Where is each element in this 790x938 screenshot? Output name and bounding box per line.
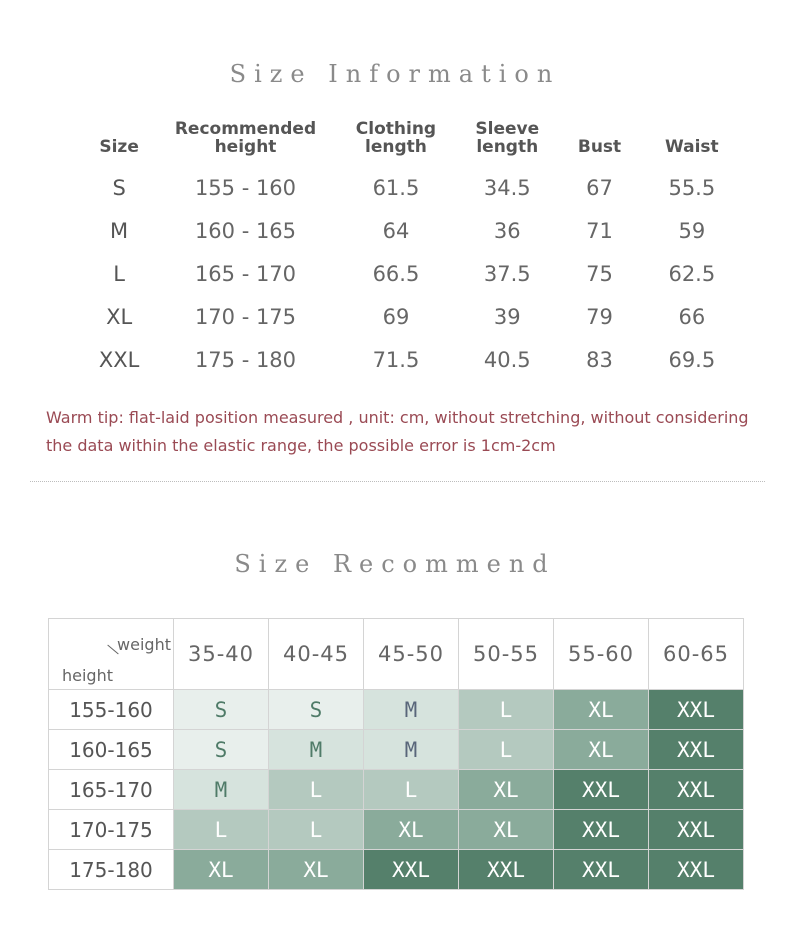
recommended-size-cell: L <box>174 810 269 850</box>
recommend-header-row <box>49 619 744 690</box>
size-recommend-table <box>48 618 744 890</box>
size-value: 83 <box>586 347 613 372</box>
recommend-row <box>49 850 744 890</box>
height-label: 170-175 <box>49 810 174 850</box>
size-value: 61.5 <box>372 175 420 200</box>
recommended-size-cell: XXL <box>554 850 649 890</box>
size-value: 170 - 175 <box>194 304 297 329</box>
recommended-size-cell: XXL <box>649 810 744 850</box>
size-recommend-title: Size Recommend <box>234 550 556 578</box>
header-waist: Waist <box>664 137 719 157</box>
size-value: 67 <box>586 175 613 200</box>
recommended-size-cell: XL <box>459 810 554 850</box>
recommended-size-cell: XXL <box>649 850 744 890</box>
recommended-size-cell: S <box>269 690 364 730</box>
size-value: 55.5 <box>668 175 716 200</box>
recommended-size-cell: XXL <box>649 730 744 770</box>
size-value: 69 <box>382 304 410 329</box>
size-information-title: Size Information <box>229 60 561 88</box>
size-value: 62.5 <box>668 261 716 286</box>
recommended-size-cell: XL <box>554 730 649 770</box>
size-table-header-row <box>78 120 738 166</box>
recommended-size-cell: L <box>459 690 554 730</box>
weight-header: 60-65 <box>649 619 744 690</box>
size-information-table <box>78 120 738 381</box>
size-value: 71.5 <box>372 347 420 372</box>
recommended-size-cell: M <box>364 690 459 730</box>
recommended-size-cell: M <box>174 770 269 810</box>
size-value: 175 - 180 <box>194 347 297 372</box>
recommended-size-cell: XL <box>269 850 364 890</box>
recommended-size-cell: L <box>459 730 554 770</box>
size-row <box>78 252 738 295</box>
recommended-size-cell: L <box>269 770 364 810</box>
size-value: 69.5 <box>668 347 716 372</box>
size-label: L <box>113 261 125 286</box>
size-value: 66 <box>678 304 706 329</box>
weight-header: 50-55 <box>459 619 554 690</box>
size-value: 165 - 170 <box>194 261 297 286</box>
recommend-row <box>49 730 744 770</box>
size-value: 40.5 <box>483 347 531 372</box>
weight-header: 45-50 <box>364 619 459 690</box>
height-label: 155-160 <box>49 690 174 730</box>
recommended-size-cell: M <box>269 730 364 770</box>
recommended-size-cell: XXL <box>459 850 554 890</box>
warm-tip-line-2: the data within the elastic range, the possible error is 1cm-2cm <box>46 436 556 455</box>
recommended-size-cell: L <box>269 810 364 850</box>
header-size: Size <box>99 137 139 157</box>
recommended-size-cell: XXL <box>554 770 649 810</box>
size-value: 160 - 165 <box>194 218 297 243</box>
recommend-row <box>49 690 744 730</box>
corner-weight-label: weight <box>117 635 171 654</box>
size-label: XL <box>106 304 133 329</box>
size-value: 59 <box>678 218 706 243</box>
size-label: XXL <box>98 347 140 372</box>
size-value: 155 - 160 <box>194 175 297 200</box>
recommended-size-cell: XL <box>459 770 554 810</box>
header-bust: Bust <box>577 137 622 157</box>
warm-tip <box>46 404 766 460</box>
dotted-divider <box>30 481 765 482</box>
size-value: 39 <box>493 304 521 329</box>
recommended-size-cell: XXL <box>649 690 744 730</box>
recommend-row <box>49 810 744 850</box>
size-value: 34.5 <box>483 175 531 200</box>
size-value: 75 <box>586 261 613 286</box>
recommended-size-cell: XL <box>364 810 459 850</box>
header-recommended-height: Recommended height <box>174 119 317 157</box>
weight-header: 35-40 <box>174 619 269 690</box>
size-value: 71 <box>586 218 613 243</box>
recommended-size-cell: S <box>174 690 269 730</box>
recommended-size-cell: XXL <box>649 770 744 810</box>
weight-header: 55-60 <box>554 619 649 690</box>
height-label: 160-165 <box>49 730 174 770</box>
size-row <box>78 166 738 209</box>
recommended-size-cell: S <box>174 730 269 770</box>
warm-tip-line-1: Warm tip: flat-laid position measured , unit: cm, without stretching, without considering <box>46 408 749 427</box>
size-row <box>78 338 738 381</box>
weight-header: 40-45 <box>269 619 364 690</box>
recommended-size-cell: XL <box>554 690 649 730</box>
height-label: 175-180 <box>49 850 174 890</box>
size-value: 64 <box>382 218 410 243</box>
size-row <box>78 209 738 252</box>
recommended-size-cell: XL <box>174 850 269 890</box>
recommended-size-cell: M <box>364 730 459 770</box>
recommended-size-cell: XXL <box>554 810 649 850</box>
size-value: 79 <box>586 304 613 329</box>
size-row <box>78 295 738 338</box>
size-label: S <box>112 175 126 200</box>
header-clothing-length: Clothing length <box>355 119 437 157</box>
size-label: M <box>110 218 129 243</box>
header-sleeve-length: Sleeve length <box>475 119 540 157</box>
size-value: 66.5 <box>372 261 420 286</box>
corner-cell <box>49 619 174 690</box>
size-value: 36 <box>493 218 521 243</box>
recommended-size-cell: XXL <box>364 850 459 890</box>
height-label: 165-170 <box>49 770 174 810</box>
recommended-size-cell: L <box>364 770 459 810</box>
recommend-row <box>49 770 744 810</box>
size-value: 37.5 <box>483 261 531 286</box>
corner-height-label: height <box>62 666 113 685</box>
